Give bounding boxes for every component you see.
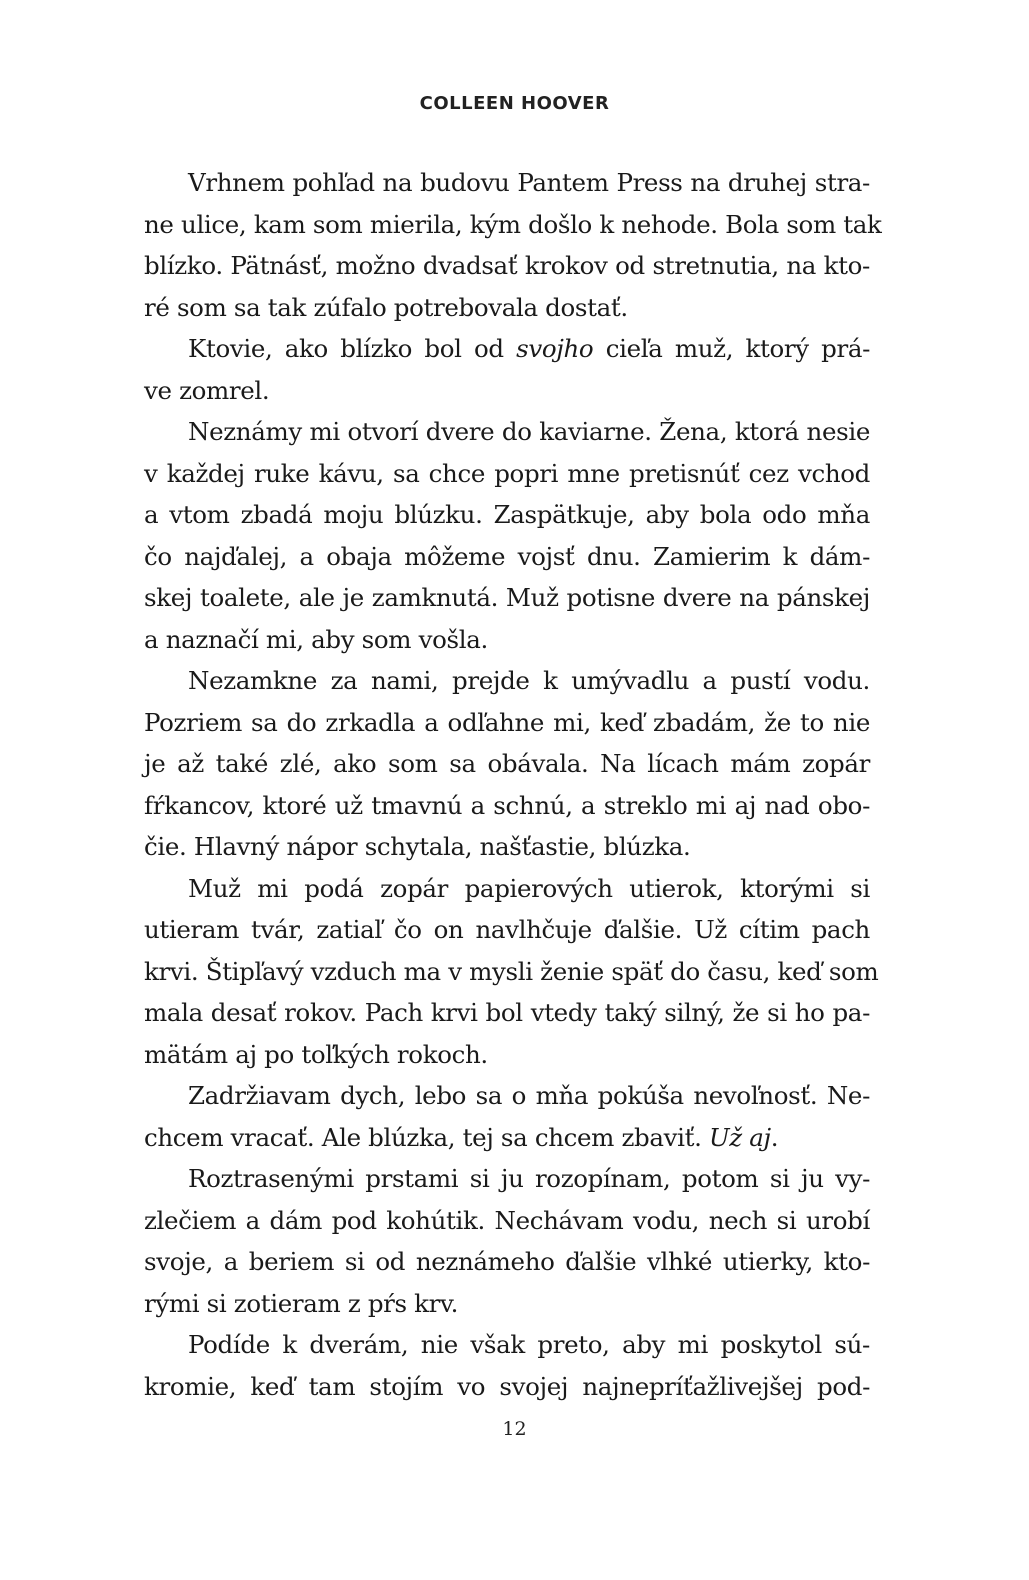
text-line: Roztrasenými prstami si ju rozopínam, potom si ju vy- bbox=[188, 1164, 870, 1193]
paragraph bbox=[144, 1075, 870, 1158]
text-line: Pozriem sa do zrkadla a odľahne mi, keď zbadám, že to nie bbox=[144, 707, 870, 737]
text-line: Vrhnem pohľad na budovu Pantem Press na druhej stra- bbox=[188, 168, 870, 197]
italic-text: svojho bbox=[516, 334, 594, 363]
text-line: a vtom zbadá moju blúzku. Zaspätkuje, aby bola odo mňa bbox=[144, 500, 870, 529]
text-line: Zadržiavam dych, lebo sa o mňa pokúša nevoľnosť. Ne- bbox=[188, 1081, 870, 1110]
text-line: mätám aj po toľkých rokoch. bbox=[144, 1039, 488, 1069]
text-line: je až také zlé, ako som sa obávala. Na lícach mám zopár bbox=[144, 749, 870, 778]
text-line bbox=[144, 328, 870, 370]
text-line: ve zomrel. bbox=[144, 375, 270, 405]
text-line: rými si zotieram z pŕs krv. bbox=[144, 1288, 459, 1318]
body-text bbox=[144, 162, 882, 1407]
text-segment: Ktovie, ako blízko bol od bbox=[188, 334, 517, 363]
paragraph bbox=[144, 411, 870, 660]
paragraph bbox=[144, 1324, 870, 1407]
text-line: kromie, keď tam stojím vo svojej najnepríťažlivejšej pod- bbox=[144, 1371, 870, 1401]
text-line: ré som sa tak zúfalo potrebovala dostať. bbox=[144, 292, 628, 322]
text-segment: cieľa muž, ktorý prá- bbox=[593, 334, 871, 363]
text-line: blízko. Pätnásť, možno dvadsať krokov od stretnutia, na kto- bbox=[144, 251, 870, 280]
text-line: Muž mi podá zopár papierových utierok, ktorými si bbox=[188, 873, 870, 903]
text-line bbox=[144, 1117, 870, 1159]
text-line: ne ulice, kam som mierila, kým došlo k nehode. Bola som tak bbox=[144, 209, 882, 239]
paragraph bbox=[144, 660, 870, 868]
paragraph bbox=[144, 1158, 870, 1324]
text-line: krvi. Štipľavý vzduch ma v mysli ženie späť do času, keď som bbox=[144, 956, 879, 986]
running-head: COLLEEN HOOVER bbox=[419, 93, 610, 114]
page-number: 12 bbox=[502, 1418, 527, 1440]
text-line: skej toalete, ale je zamknutá. Muž potisne dvere na pánskej bbox=[144, 583, 870, 612]
text-line: čo najďalej, a obaja môžeme vojsť dnu. Zamierim k dám- bbox=[144, 541, 870, 571]
text-line: a naznačí mi, aby som vošla. bbox=[144, 624, 488, 654]
text-line: utieram tvár, zatiaľ čo on navlhčuje ďalšie. Už cítim pach bbox=[144, 915, 870, 944]
text-segment: chcem vracať. Ale blúzka, tej sa chcem zbaviť. bbox=[144, 1122, 709, 1152]
text-line: v každej ruke kávu, sa chce popri mne pretisnúť cez vchod bbox=[144, 458, 870, 488]
text-line: fŕkancov, ktoré už tmavnú a schnú, a streklo mi aj nad obo- bbox=[144, 790, 870, 820]
text-segment: . bbox=[770, 1122, 779, 1152]
paragraph bbox=[144, 162, 882, 328]
paragraph bbox=[144, 868, 879, 1076]
text-line: Nezamkne za nami, prejde k umývadlu a pustí vodu. bbox=[188, 666, 870, 695]
text-line: čie. Hlavný nápor schytala, našťastie, blúzka. bbox=[144, 832, 691, 861]
italic-text: Už aj bbox=[708, 1122, 771, 1152]
paragraph bbox=[144, 328, 870, 411]
text-line: Podíde k dverám, nie však preto, aby mi poskytol sú- bbox=[188, 1330, 870, 1359]
text-line: svoje, a beriem si od neznámeho ďalšie vlhké utierky, kto- bbox=[144, 1247, 870, 1276]
text-line: Neznámy mi otvorí dvere do kaviarne. Žena, ktorá nesie bbox=[188, 417, 870, 446]
text-line: zlečiem a dám pod kohútik. Nechávam vodu, nech si urobí bbox=[144, 1205, 870, 1235]
text-line: mala desať rokov. Pach krvi bol vtedy taký silný, že si ho pa- bbox=[144, 998, 870, 1027]
